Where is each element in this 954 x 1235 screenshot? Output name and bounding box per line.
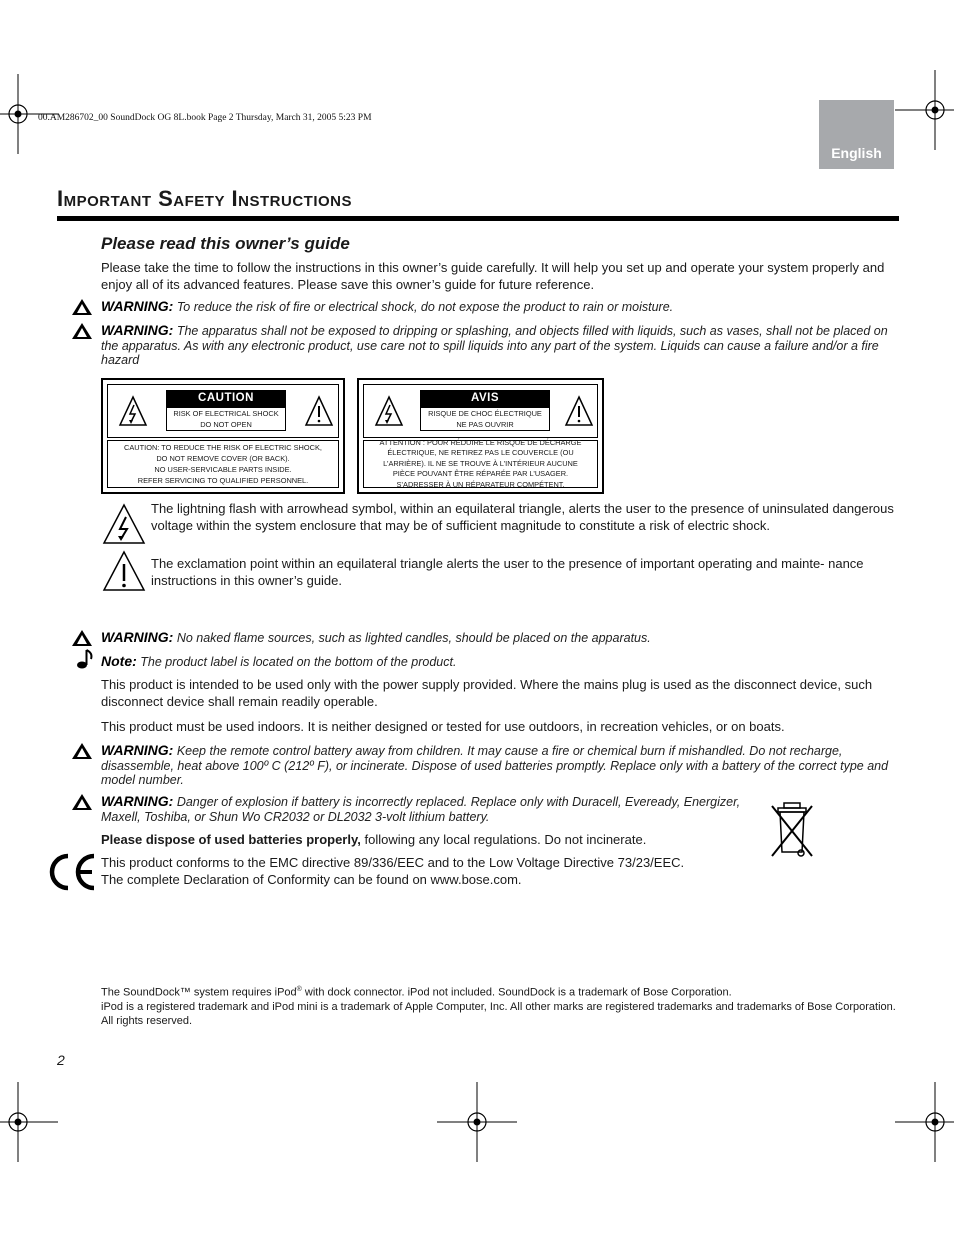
avis-label bbox=[357, 378, 604, 494]
caution-sub bbox=[166, 407, 286, 431]
warning-label: WARNING: bbox=[101, 298, 174, 314]
avis-sub-line: RISQUE DE CHOC ÉLECTRIQUE bbox=[428, 409, 542, 418]
caution-label bbox=[101, 378, 345, 494]
page-title: Important Safety Instructions bbox=[57, 186, 352, 211]
warning-label: WARNING: bbox=[101, 322, 174, 338]
note bbox=[101, 654, 901, 670]
warning-text: Keep the remote control battery away from children. It may cause a fire or chemical burn if mishandled. Do not recharge, disassemble, heat above 100º C (212º F), or incinerate. Dispose of used batteries promptly. Replace only with a battery of the correct type and model number. bbox=[101, 744, 889, 787]
warning-triangle-icon bbox=[72, 794, 92, 810]
note-label: Note: bbox=[101, 653, 137, 669]
warning-text: Danger of explosion if battery is incorrectly replaced. Replace only with Duracell, Eveready, Energizer, Maxell, Toshiba, or Shun Wo CR2032 or DL2032 3-volt lithium battery. bbox=[101, 795, 741, 824]
avis-sub-line: NE PAS OUVRIR bbox=[456, 419, 514, 429]
avis-body-line: L’ARRIÈRE). IL NE SE TROUVE À L’INTÉRIEUR AUCUNE bbox=[383, 458, 578, 468]
exclamation-triangle-icon bbox=[102, 550, 146, 592]
warning-2 bbox=[101, 323, 901, 368]
warning-1 bbox=[101, 299, 901, 315]
caution-body-line: NO USER-SERVICABLE PARTS INSIDE. bbox=[154, 465, 292, 474]
warning-text: The apparatus shall not be exposed to dripping or splashing, and objects filled with liquids, such as vases, shall not be placed on the apparatus. As with any electronic product, use care not to spill liquids into any part of the system. Liquids can cause a failure and/or a fire hazard bbox=[101, 324, 888, 367]
battery-disposal-rest: following any local regulations. Do not incinerate. bbox=[360, 832, 647, 847]
footer-line-2: iPod is a registered trademark and iPod mini is a trademark of Apple Computer, Inc. All other marks are registered trademarks and trademarks of Bose Corporation. All rights reserved. bbox=[101, 1000, 896, 1027]
avis-body bbox=[363, 437, 598, 489]
avis-body-line: ÉLECTRIQUE, NE RETIREZ PAS LE COUVERCLE (OU bbox=[387, 448, 574, 458]
warning-label: WARNING: bbox=[101, 629, 174, 645]
lightning-triangle-icon bbox=[118, 395, 148, 427]
avis-sub bbox=[420, 407, 550, 431]
language-tab-label: English bbox=[831, 145, 882, 161]
caution-body-line: DO NOT REMOVE COVER (OR BACK). bbox=[156, 454, 290, 463]
footer-line-1 bbox=[101, 983, 901, 1000]
ce-conformity-paragraph bbox=[101, 855, 801, 888]
avis-header: AVIS bbox=[420, 390, 550, 407]
registration-mark-icon bbox=[895, 1082, 954, 1162]
avis-body-line: PIÈCE POUVANT ÊTRE RÉPARÉE PAR L’USAGER. bbox=[392, 469, 569, 479]
warning-text: To reduce the risk of fire or electrical shock, do not expose the product to rain or moisture. bbox=[176, 300, 674, 314]
caution-body-line: CAUTION: TO REDUCE THE RISK OF ELECTRIC SHOCK, bbox=[124, 443, 322, 452]
page-number: 2 bbox=[57, 1052, 65, 1068]
warning-text: No naked flame sources, such as lighted candles, should be placed on the apparatus. bbox=[176, 631, 651, 645]
music-note-icon bbox=[76, 648, 96, 670]
warning-triangle-icon bbox=[72, 323, 92, 339]
lightning-triangle-icon bbox=[102, 503, 146, 545]
caution-body-line: REFER SERVICING TO QUALIFIED PERSONNEL. bbox=[137, 476, 309, 485]
warning-label: WARNING: bbox=[101, 793, 174, 809]
trademark-footer bbox=[101, 983, 901, 1028]
registered-mark: ® bbox=[296, 986, 302, 993]
caution-body bbox=[107, 440, 339, 488]
warning-triangle-icon bbox=[72, 743, 92, 759]
avis-label-top bbox=[363, 384, 598, 438]
registration-mark-icon bbox=[895, 70, 954, 150]
avis-body-line: S’ADRESSER À UN RÉPARATEUR COMPÉTENT. bbox=[396, 479, 565, 489]
ce-mark-icon bbox=[46, 852, 98, 892]
crossed-out-bin-icon bbox=[768, 800, 816, 860]
caution-header: CAUTION bbox=[166, 390, 286, 407]
caution-sub-line: DO NOT OPEN bbox=[200, 419, 252, 429]
caution-label-top bbox=[107, 384, 339, 438]
footer-text: The SoundDock™ system requires iPod bbox=[101, 986, 297, 999]
caution-sub-line: RISK OF ELECTRICAL SHOCK bbox=[173, 409, 279, 418]
warning-triangle-icon bbox=[72, 630, 92, 646]
ce-line: The complete Declaration of Conformity can be found on www.bose.com. bbox=[101, 871, 522, 887]
warning-4 bbox=[101, 743, 901, 788]
note-text: The product label is located on the bottom of the product. bbox=[140, 655, 457, 669]
power-supply-paragraph: This product is intended to be used only with the power supply provided. Where the mains plug is used as the disconnect device, such disconnect device shall remain readily operable. bbox=[101, 677, 873, 709]
footer-text: with dock connector. iPod not included. SoundDock is a trademark of Bose Corporation. bbox=[301, 986, 732, 999]
registration-mark-icon bbox=[0, 1082, 58, 1162]
exclamation-symbol-explanation: The exclamation point within an equilateral triangle alerts the user to the presence of important operating and mainte- nance instructions in this owner’s guide. bbox=[151, 556, 864, 588]
lightning-triangle-icon bbox=[374, 395, 404, 427]
lightning-symbol-explanation: The lightning flash with arrowhead symbol, within an equilateral triangle, alerts the user to the presence of uninsulated dangerous voltage within the system enclosure that may be of sufficient magnitude to constitute a risk of electric shock. bbox=[151, 501, 894, 533]
battery-disposal-bold: Please dispose of used batteries properly, bbox=[101, 832, 361, 847]
exclamation-triangle-icon bbox=[304, 395, 334, 427]
warning-triangle-icon bbox=[72, 299, 92, 315]
language-tab bbox=[819, 100, 894, 169]
warning-5 bbox=[101, 794, 741, 824]
battery-disposal-paragraph bbox=[101, 832, 761, 849]
intro-paragraph: Please take the time to follow the instructions in this owner’s guide carefully. It will help you set up and operate your system properly and enjoy all of its advanced features. Please save this owner’s guide for future reference. bbox=[101, 260, 885, 292]
exclamation-triangle-icon bbox=[564, 395, 594, 427]
indoor-use-paragraph: This product must be used indoors. It is neither designed or tested for use outdoors, in recreation vehicles, or on boats. bbox=[101, 719, 785, 734]
warning-label: WARNING: bbox=[101, 742, 174, 758]
warning-3 bbox=[101, 630, 901, 646]
registration-mark-icon bbox=[437, 1082, 517, 1162]
section-subheading: Please read this owner’s guide bbox=[101, 234, 350, 253]
avis-body-line: ATTENTION : POUR RÉDUIRE LE RISQUE DE DÉCHARGE bbox=[379, 437, 582, 447]
ce-line: This product conforms to the EMC directive 89/336/EEC and to the Low Voltage Directive 73/23/EEC. bbox=[101, 855, 685, 870]
title-rule bbox=[57, 216, 899, 221]
file-info-line: 00.AM286702_00 SoundDock OG 8L.book Page 2 Thursday, March 31, 2005 5:23 PM bbox=[38, 113, 372, 123]
